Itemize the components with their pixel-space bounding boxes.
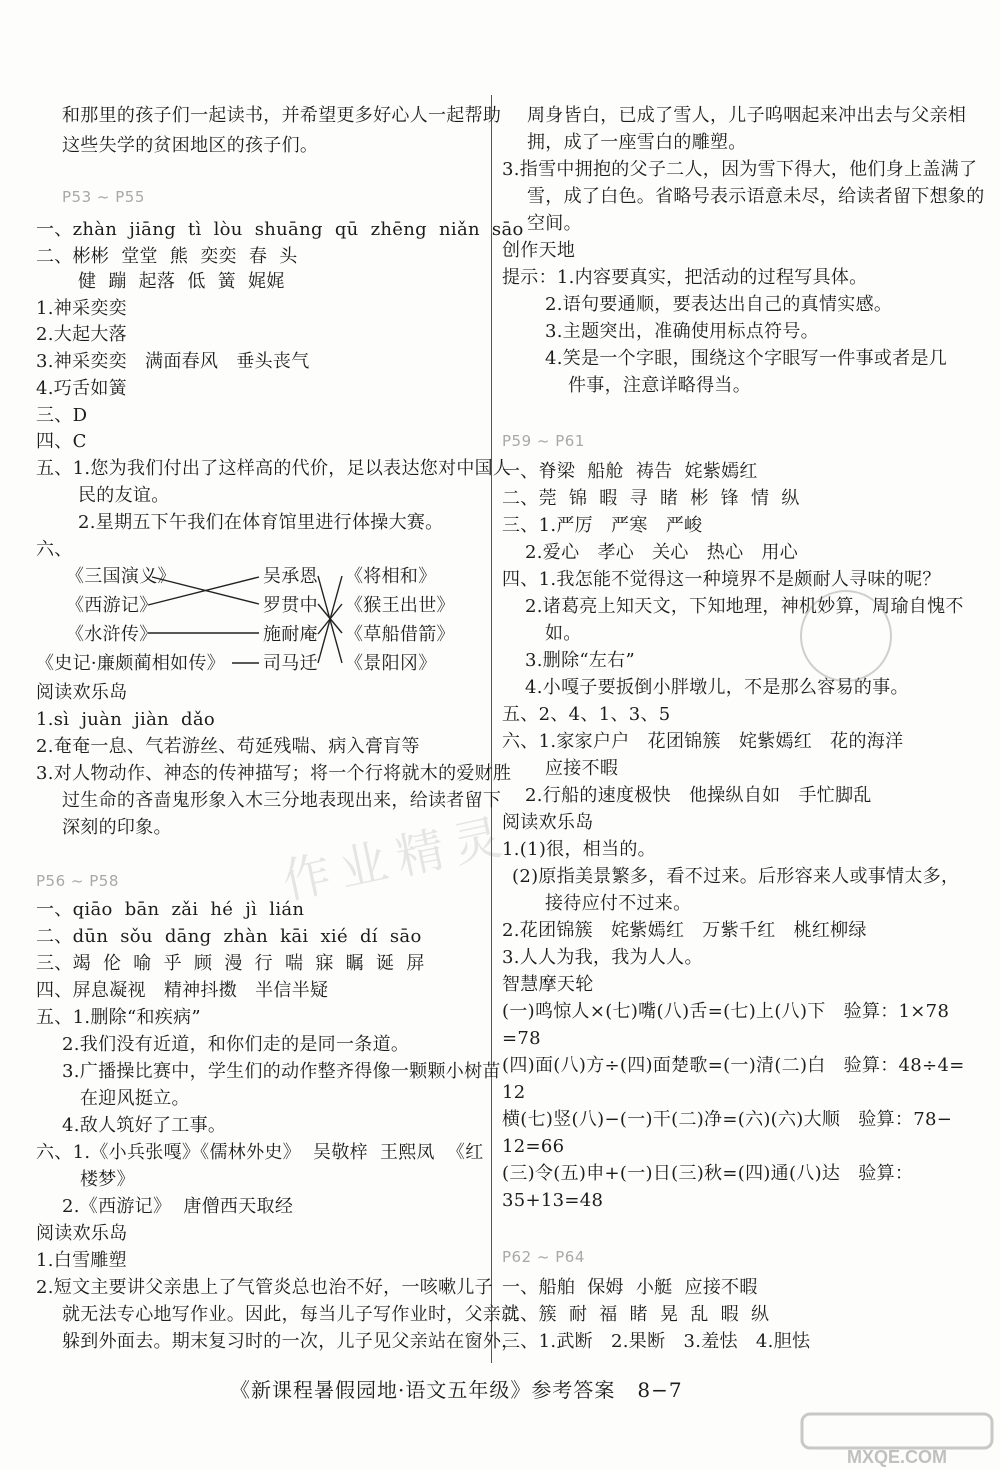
text-line: 3.广播操比赛中，学生们的动作整齐得像一颗颗小树苗 bbox=[62, 1061, 501, 1082]
text-line: 三、D bbox=[36, 405, 88, 426]
text-line: 二、莞 锦 暇 寻 睹 彬 锋 情 纵 bbox=[502, 488, 800, 509]
text-line: 五、2、4、1、3、5 bbox=[502, 704, 671, 725]
text-line: 3.人人为我，我为人人。 bbox=[502, 947, 703, 968]
text-line: 1.白雪雕塑 bbox=[36, 1250, 127, 1271]
text-line: 一、zhàn jiāng tì lòu shuāng qū zhēng niǎn sāo bbox=[36, 219, 524, 240]
text-line: 横(七)竖(八)−(一)干(二)净=(六)(六)大顺 验算：78− bbox=[502, 1109, 953, 1130]
text-line: 2.爱心 孝心 关心 热心 用心 bbox=[525, 542, 799, 563]
text-line: 六、1.家家户户 花团锦簇 姹紫嫣红 花的海洋 bbox=[502, 731, 904, 752]
text-line: (2)原指美景繁多，看不过来。后形容来人或事情太多， bbox=[512, 866, 960, 887]
text-line: 件事，注意详略得当。 bbox=[568, 375, 751, 396]
text-line: 躲到外面去。期末复习时的一次，儿子见父亲站在窗外， bbox=[62, 1331, 520, 1352]
text-line: 健 蹦 起落 低 簧 娓娓 bbox=[78, 271, 285, 292]
text-line: 接待应付不过来。 bbox=[545, 893, 692, 914]
text-line: 12 bbox=[502, 1082, 526, 1103]
text-line: 2.我们没有近道，和你们走的是同一条道。 bbox=[62, 1034, 410, 1055]
text-line: 深刻的印象。 bbox=[62, 817, 172, 838]
text-line: 过生命的吝啬鬼形象入木三分地表现出来，给读者留下 bbox=[62, 790, 502, 811]
text-line: 4.笑是一个字眼，围绕这个字眼写一件事或者是几 bbox=[545, 348, 948, 369]
match-right-item: 《猴王出世》 bbox=[345, 595, 455, 616]
text-line: 在迎风挺立。 bbox=[80, 1088, 190, 1109]
text-line: 1.sì juàn jiàn dǎo bbox=[36, 709, 216, 730]
text-line: 六、1.《小兵张嘎》《儒林外史》 吴敬梓 王熙凤 《红 bbox=[36, 1142, 484, 1163]
match-right-item: 《将相和》 bbox=[345, 566, 437, 587]
match-line bbox=[148, 577, 259, 605]
text-line: 3.删除“左右” bbox=[525, 650, 635, 671]
match-mid-item: 司马迁 bbox=[263, 653, 318, 674]
text-line: 2.星期五下午我们在体育馆里进行体操大赛。 bbox=[78, 512, 444, 533]
text-line: 阅读欢乐岛 bbox=[502, 812, 594, 833]
text-line: 四、1.我怎能不觉得这一种境界不是颇耐人寻味的呢？ bbox=[502, 569, 941, 590]
text-line: 1.(1)很，相当的。 bbox=[502, 839, 656, 860]
text-line: 2.行船的速度极快 他操纵自如 手忙脚乱 bbox=[525, 785, 872, 806]
text-line: 空间。 bbox=[527, 213, 582, 234]
text-line: 和那里的孩子们一起读书，并希望更多好心人一起帮助 bbox=[62, 105, 502, 126]
text-line: 2.《西游记》 唐僧西天取经 bbox=[62, 1196, 294, 1217]
text-line: 民的友谊。 bbox=[78, 485, 170, 506]
text-line: 2.诸葛亮上知天文，下知地理，神机妙算，周瑜自愧不 bbox=[525, 596, 964, 617]
match-left-item: 《水浒传》 bbox=[66, 624, 158, 645]
text-line: 3.主题突出，准确使用标点符号。 bbox=[545, 321, 819, 342]
text-line: 就无法专心地写作业。因此，每当儿子写作业时，父亲就 bbox=[62, 1304, 520, 1325]
text-line: (四)面(八)方÷(四)面楚歌=(一)清(二)白 验算：48÷4= bbox=[502, 1055, 965, 1076]
match-right-item: 《景阳冈》 bbox=[345, 653, 437, 674]
text-line: 1.神采奕奕 bbox=[36, 298, 127, 319]
match-mid-item: 罗贯中 bbox=[263, 595, 318, 616]
text-line: 12=66 bbox=[502, 1136, 565, 1157]
text-line: 阅读欢乐岛 bbox=[36, 1223, 128, 1244]
text-line: 一、qiāo bān zǎi hé jì lián bbox=[36, 899, 305, 920]
text-line: 4.敌人筑好了工事。 bbox=[62, 1115, 227, 1136]
text-line: 2.大起大落 bbox=[36, 324, 127, 345]
text-line: 4.巧舌如簧 bbox=[36, 378, 127, 399]
text-line: 六、 bbox=[36, 539, 73, 560]
text-line: 三、1.武断 2.果断 3.羞怯 4.胆怯 bbox=[502, 1331, 811, 1352]
text-line: 2.短文主要讲父亲患上了气管炎总也治不好，一咳嗽儿子 bbox=[36, 1277, 493, 1298]
text-line: 应接不暇 bbox=[545, 758, 619, 779]
text-line: =78 bbox=[502, 1028, 541, 1049]
section-header: P53 ~ P55 bbox=[62, 188, 145, 206]
text-line: 四、C bbox=[36, 431, 87, 452]
text-line: 五、1.您为我们付出了这样高的代价，足以表达您对中国人 bbox=[36, 458, 512, 479]
text-line: 智慧摩天轮 bbox=[502, 974, 594, 995]
text-line: 三、1.严厉 严寒 严峻 bbox=[502, 515, 703, 536]
text-line: 如。 bbox=[545, 623, 582, 644]
text-line: 一、船舶 保姆 小艇 应接不暇 bbox=[502, 1277, 758, 1298]
text-line: 提示：1.内容要真实，把活动的过程写具体。 bbox=[502, 267, 868, 288]
text-line: 五、1.删除“和疾病” bbox=[36, 1007, 201, 1028]
text-line: 四、屏息凝视 精神抖擞 半信半疑 bbox=[36, 980, 329, 1001]
match-left-item: 《三国演义》 bbox=[66, 566, 176, 587]
text-line: 4.小嘎子要扳倒小胖墩儿，不是那么容易的事。 bbox=[525, 677, 909, 698]
text-line: 雪，成了白色。省略号表示语意未尽，给读者留下想象的 bbox=[527, 186, 985, 207]
match-left-item: 《西游记》 bbox=[66, 595, 158, 616]
text-line: (一)鸣惊人×(七)嘴(八)舌=(七)上(八)下 验算：1×78 bbox=[502, 1001, 950, 1022]
text-line: 二、簇 耐 福 睹 晃 乱 暇 纵 bbox=[502, 1304, 770, 1325]
match-right-item: 《草船借箭》 bbox=[345, 624, 455, 645]
text-line: 二、dūn sǒu dāng zhàn kāi xié dí sāo bbox=[36, 926, 422, 947]
text-line: 3.指雪中拥抱的父子二人，因为雪下得大，他们身上盖满了 bbox=[502, 159, 978, 180]
page-footer: 《新课程暑假园地·语文五年级》参考答案 8−7 bbox=[230, 1378, 683, 1402]
text-line: 一、脊梁 船舱 祷告 姹紫嫣红 bbox=[502, 461, 758, 482]
match-mid-item: 施耐庵 bbox=[263, 624, 318, 645]
text-line: (三)令(五)申+(一)日(三)秋=(四)通(八)达 验算： bbox=[502, 1163, 914, 1184]
text-line: 周身皆白，已成了雪人，儿子呜咽起来冲出去与父亲相 bbox=[527, 105, 967, 126]
text-line: 2.花团锦簇 姹紫嫣红 万紫千红 桃红柳绿 bbox=[502, 920, 867, 941]
text-line: 楼梦》 bbox=[80, 1169, 135, 1190]
text-line: 35+13=48 bbox=[502, 1190, 604, 1211]
site-logo bbox=[800, 1410, 995, 1468]
text-line: 这些失学的贫困地区的孩子们。 bbox=[62, 135, 319, 156]
match-mid-item: 吴承恩 bbox=[263, 566, 318, 587]
text-line: 创作天地 bbox=[502, 240, 576, 261]
text-line: 3.神采奕奕 满面春风 垂头丧气 bbox=[36, 351, 310, 372]
text-line: 2.语句要通顺，要表达出自己的真情实感。 bbox=[545, 294, 893, 315]
watermark: 作业精灵 bbox=[277, 807, 517, 911]
text-line: 2.奄奄一息、气若游丝、苟延残喘、病入膏肓等 bbox=[36, 736, 420, 757]
text-line: 拥，成了一座雪白的雕塑。 bbox=[527, 132, 747, 153]
text-line: 三、竭 伦 喻 乎 顾 漫 行 喘 寐 瞩 诞 屏 bbox=[36, 953, 425, 974]
section-header: P56 ~ P58 bbox=[36, 872, 119, 890]
match-left-item: 《史记·廉颇蔺相如传》 bbox=[36, 653, 226, 674]
section-header: P62 ~ P64 bbox=[502, 1248, 585, 1266]
section-header: P59 ~ P61 bbox=[502, 432, 585, 450]
logo-text: MXQE.COM bbox=[846, 1447, 948, 1467]
text-line: 3.对人物动作、神态的传神描写；将一个行将就木的爱财胜 bbox=[36, 763, 512, 784]
text-line: 二、彬彬 堂堂 熊 奕奕 春 头 bbox=[36, 246, 298, 267]
text-line: 阅读欢乐岛 bbox=[36, 682, 128, 703]
